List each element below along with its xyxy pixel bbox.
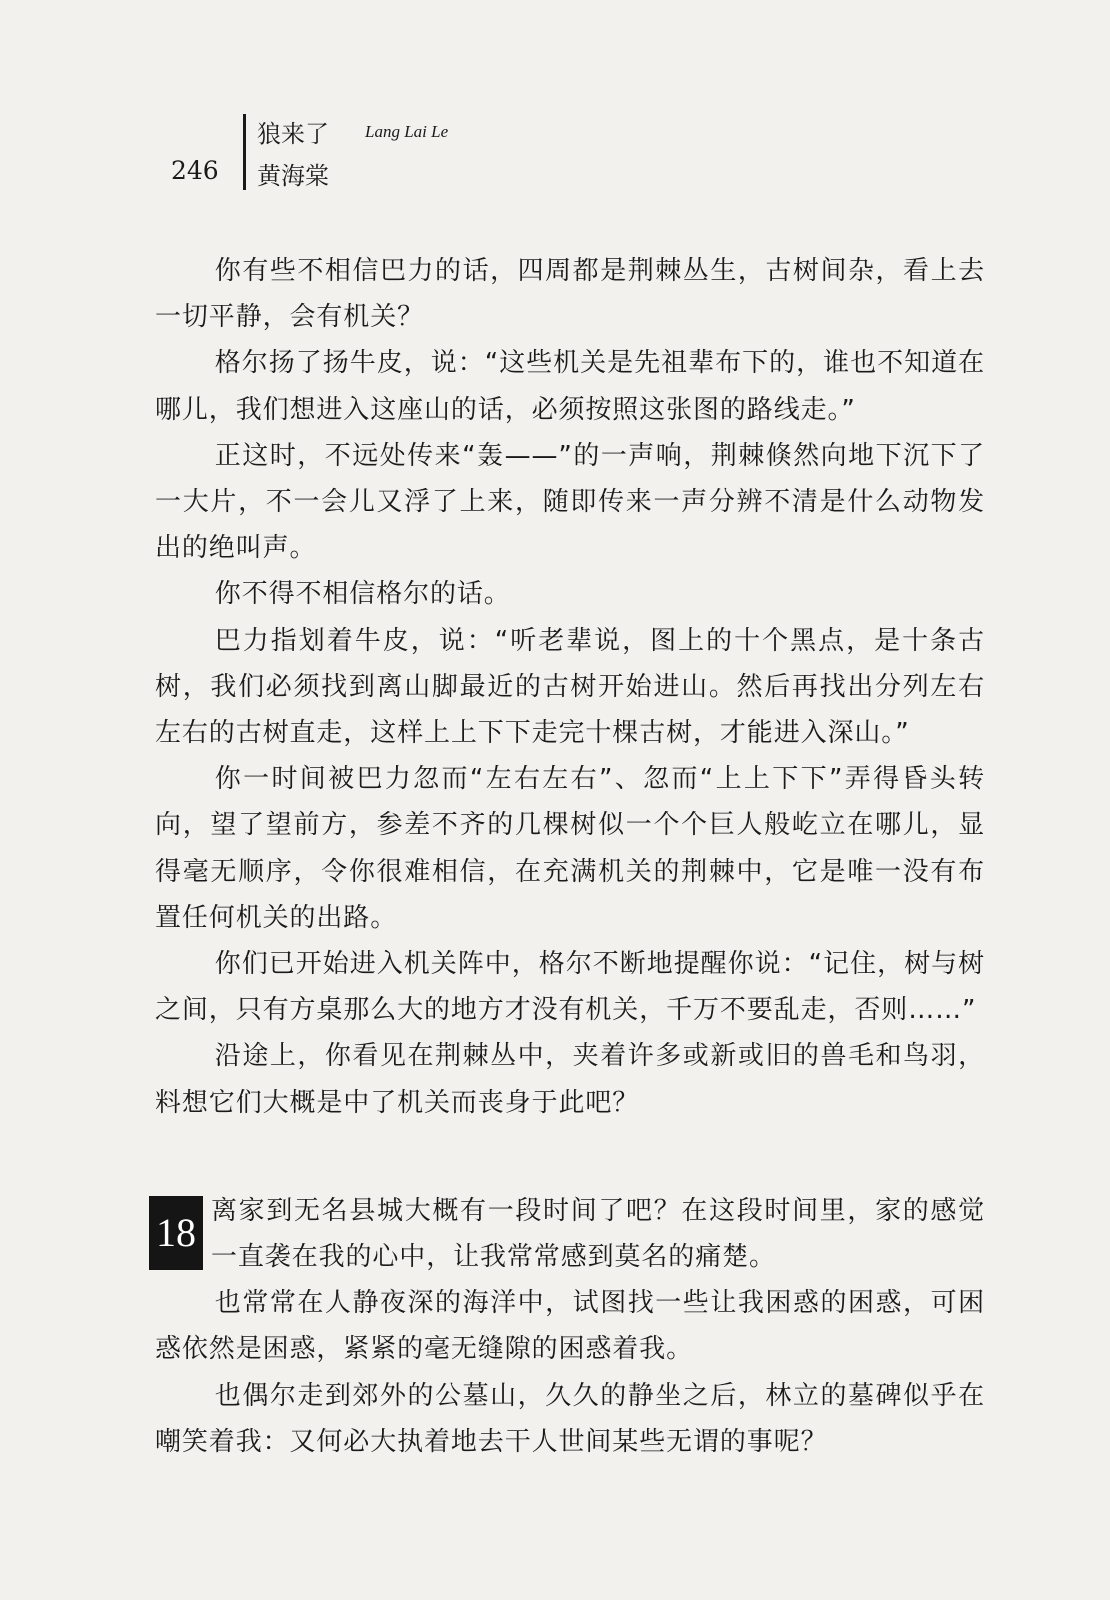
paragraph: 你们已开始进入机关阵中，格尔不断地提醒你说：“记住，树与树之间，只有方桌那么大的地方才没有机关，千万不要乱走，否则……” (155, 949, 985, 1026)
paragraph: 你有些不相信巴力的话，四周都是荆棘丛生，古树间杂，看上去一切平静，会有机关？ (155, 256, 985, 333)
paragraph: 正这时，不远处传来“轰——”的一声响，荆棘倏然向地下沉下了一大片，不一会儿又浮了上来，随即传来一声分辨不清是什么动物发出的绝叫声。 (155, 440, 985, 564)
section-number-badge: 18 (149, 1196, 203, 1270)
header-divider (243, 114, 246, 190)
book-title-latin: Lang Lai Le (365, 122, 449, 141)
section-18 (155, 1188, 985, 1465)
paragraph: 你不得不相信格尔的话。 (214, 579, 511, 610)
section-17-continued (155, 248, 985, 1126)
page-number: 246 (171, 156, 219, 185)
paragraph: 格尔扬了扬牛皮，说：“这些机关是先祖辈布下的，谁也不知道在哪儿，我们想进入这座山的话，必须按照这张图的路线走。” (155, 348, 985, 425)
paragraph: 巴力指划着牛皮，说：“听老辈说，图上的十个黑点，是十条古树，我们必须找到离山脚最近的古树开始进山。然后再找出分列左右左右的古树直走，这样上上下下走完十棵古树，才能进入深山。” (155, 625, 985, 749)
paragraph: 也偶尔走到郊外的公墓山，久久的静坐之后，林立的墓碑似乎在嘲笑着我：又何必大执着地去干人世间某些无谓的事呢？ (155, 1380, 985, 1457)
body-text (155, 248, 985, 1465)
author-name: 黄海棠 (257, 162, 329, 190)
running-header (165, 110, 565, 190)
paragraph: 也常常在人静夜深的海洋中，试图找一些让我困惑的困惑，可困惑依然是困惑，紧紧的毫无缝隙的困惑着我。 (155, 1288, 985, 1365)
paragraph: 沿途上，你看见在荆棘丛中，夹着许多或新或旧的兽毛和鸟羽，料想它们大概是中了机关而丧身于此吧？ (155, 1041, 985, 1118)
paragraph: 你一时间被巴力忽而“左右左右”、忽而“上上下下”弄得昏头转向，望了望前方，参差不齐的几棵树似一个个巨人般屹立在哪儿，显得毫无顺序，令你很难相信，在充满机关的荆棘中，它是唯一没有布置任何机关的出路。 (155, 764, 985, 933)
paragraph: 离家到无名县城大概有一段时间了吧？在这段时间里，家的感觉一直袭在我的心中，让我常常感到莫名的痛楚。 (211, 1195, 985, 1273)
book-title: 狼来了 (257, 120, 329, 148)
